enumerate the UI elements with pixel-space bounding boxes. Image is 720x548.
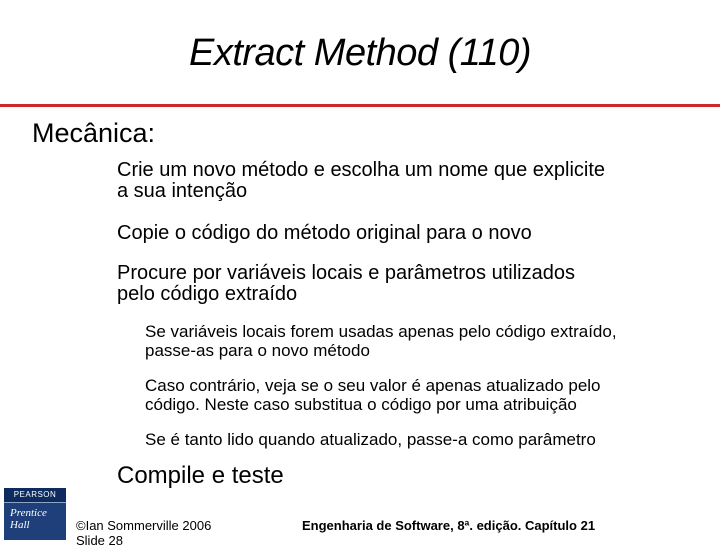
logo-brand: PEARSON bbox=[4, 488, 66, 503]
footer-book-reference: Engenharia de Software, 8ª. edição. Capítulo 21 bbox=[302, 518, 596, 533]
bullet-line: a sua intenção bbox=[117, 180, 248, 202]
subbullet-line: passe-as para o novo método bbox=[145, 341, 370, 360]
footer-author: ©Ian Sommerville 2006 bbox=[76, 518, 212, 533]
footer-author-block bbox=[76, 518, 211, 548]
subbullet-line: Se variáveis locais forem usadas apenas pelo código extraído, bbox=[145, 322, 617, 341]
pearson-logo bbox=[4, 488, 66, 540]
bullet-create-method bbox=[117, 160, 717, 202]
logo-imprint bbox=[4, 503, 66, 531]
subbullet-otherwise bbox=[145, 376, 715, 414]
bullet-line: pelo código extraído bbox=[117, 283, 298, 305]
bullet-copy-code bbox=[117, 223, 717, 244]
subbullet-local-vars bbox=[145, 322, 715, 360]
bullet-line: Crie um novo método e escolha um nome que explicite bbox=[117, 159, 606, 181]
bullet-find-variables bbox=[117, 263, 717, 305]
slide-title: Extract Method (110) bbox=[188, 32, 531, 74]
bullet-compile-test bbox=[117, 463, 284, 489]
bullet-line: Copie o código do método original para o novo bbox=[117, 222, 532, 244]
bullet-line: Procure por variáveis locais e parâmetros utilizados bbox=[117, 262, 575, 284]
title-divider bbox=[0, 104, 720, 107]
subbullet-line: Caso contrário, veja se o seu valor é apenas atualizado pelo bbox=[145, 376, 601, 395]
logo-imprint-line: Prentice bbox=[10, 507, 47, 519]
bullet-line: Compile e teste bbox=[117, 462, 284, 489]
subbullet-line: código. Neste caso substitua o código por uma atribuição bbox=[145, 395, 577, 414]
section-heading: Mecânica: bbox=[32, 118, 156, 148]
subbullet-line: Se é tanto lido quando atualizado, passe-a como parâmetro bbox=[145, 430, 596, 449]
footer-slide-number: Slide 28 bbox=[76, 533, 123, 548]
logo-imprint-line: Hall bbox=[10, 519, 30, 531]
subbullet-read-and-updated bbox=[145, 430, 715, 449]
